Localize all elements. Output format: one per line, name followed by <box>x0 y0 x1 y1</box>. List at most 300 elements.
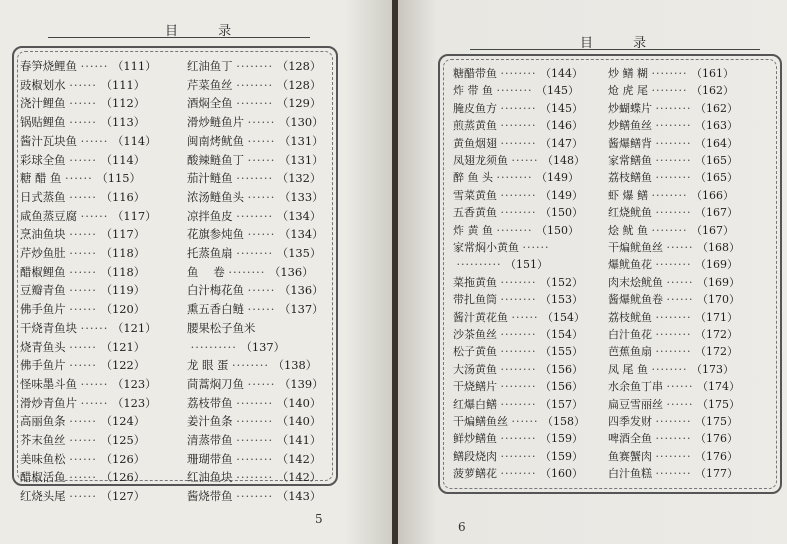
entry-leader-dots: ········ <box>655 449 692 463</box>
entry-page-number: （143） <box>276 489 322 504</box>
entry-title: 糖 醋 鱼 <box>20 171 62 186</box>
entry-title: 浇汁鲤鱼 <box>20 96 66 111</box>
entry-page-number: （135） <box>276 246 322 260</box>
entry-leader-dots: ········ <box>500 67 537 80</box>
entry-title: 鱼赛蟹肉 <box>608 449 652 463</box>
toc-entry <box>608 309 738 326</box>
entry-leader-dots: ······ <box>69 115 97 130</box>
toc-entry <box>187 207 321 226</box>
entry-page-number: （170） <box>696 293 740 307</box>
entry-title: 菠萝鳝花 <box>453 467 497 481</box>
toc-entry <box>608 65 734 82</box>
entry-title: 凤翅龙须鱼 <box>453 154 508 167</box>
entry-page-number: （150） <box>539 206 583 220</box>
entry-leader-dots: ······ <box>69 433 97 447</box>
entry-page-number: （166） <box>690 188 734 202</box>
entry-leader-dots: ······ <box>511 154 539 167</box>
entry-page-number: （118） <box>100 246 146 260</box>
entry-leader-dots: ······ <box>69 489 97 504</box>
entry-page-number: （134） <box>278 227 324 242</box>
toc-entry <box>187 94 321 113</box>
entry-leader-dots: ········ <box>236 414 274 429</box>
entry-page-number: （136） <box>278 283 324 298</box>
entry-title: 爆鱿鱼花 <box>608 258 652 272</box>
entry-title: 红烧头尾 <box>20 489 66 504</box>
toc-entry <box>453 378 583 395</box>
entry-leader-dots: ········ <box>236 489 274 504</box>
toc-entry <box>608 413 738 430</box>
entry-leader-dots: ······ <box>247 189 276 204</box>
entry-title: 咸鱼蒸豆腐 <box>20 208 77 223</box>
entry-leader-dots: ········ <box>500 293 537 307</box>
toc-entry <box>608 117 738 134</box>
toc-entry <box>187 375 323 394</box>
entry-page-number: （160） <box>539 467 583 481</box>
entry-page-number: （128） <box>276 59 322 73</box>
entry-title: 四季发财 <box>608 415 652 428</box>
toc-entry <box>453 326 583 343</box>
toc-entry <box>20 188 145 207</box>
entry-title: 怪味墨斗鱼 <box>20 376 77 391</box>
entry-title: 五香黄鱼 <box>453 206 497 220</box>
entry-title: 炒 鳝 糊 <box>608 67 648 80</box>
entry-page-number: （172） <box>694 328 738 341</box>
toc-entry <box>608 361 734 378</box>
entry-page-number: （129） <box>276 96 322 111</box>
entry-leader-dots: ······ <box>80 376 109 391</box>
entry-leader-dots: ········ <box>651 362 688 376</box>
entry-title: 鱼 卷 <box>187 264 225 279</box>
entry-page-number: （139） <box>278 376 324 391</box>
toc-entry <box>453 169 579 186</box>
entry-leader-dots: ······ <box>247 227 276 242</box>
entry-leader-dots: ········ <box>500 188 537 202</box>
toc-entry <box>453 413 585 430</box>
entry-page-number: （123） <box>111 395 157 410</box>
entry-page-number: （122） <box>100 358 146 373</box>
toc-entry <box>187 300 323 319</box>
toc-entry <box>187 225 323 244</box>
entry-title: 美味鱼松 <box>20 451 66 466</box>
entry-page-number: （142） <box>276 470 322 485</box>
entry-leader-dots: ········ <box>496 223 533 237</box>
entry-leader-dots: ········ <box>236 77 274 92</box>
entry-leader-dots: ········ <box>500 119 537 133</box>
entry-page-number: （140） <box>276 414 322 429</box>
entry-leader-dots: ········ <box>232 358 270 373</box>
header-rule <box>470 49 760 50</box>
entry-page-number: （158） <box>541 415 585 428</box>
toc-entry <box>453 396 583 413</box>
entry-title: 姜汁鱼条 <box>187 414 233 429</box>
toc-entry <box>187 412 321 431</box>
entry-title: 带扎鱼筒 <box>453 293 497 307</box>
toc-entry <box>453 204 583 221</box>
entry-title: 炒蝴蝶片 <box>608 101 652 115</box>
entry-leader-dots: ······ <box>69 246 97 260</box>
entry-title: 红油鱼块 <box>187 470 233 485</box>
entry-leader-dots: ········ <box>651 67 688 80</box>
entry-page-number: （165） <box>694 171 738 185</box>
entry-page-number: （154） <box>539 328 583 341</box>
entry-page-number: （164） <box>694 136 738 150</box>
entry-page-number: （131） <box>278 133 324 148</box>
toc-entry <box>187 132 323 151</box>
toc-entry <box>608 239 740 256</box>
entry-leader-dots: ······ <box>80 320 109 335</box>
entry-leader-dots: ········ <box>236 96 274 111</box>
entry-page-number: （137） <box>278 302 324 317</box>
toc-entry <box>453 239 549 256</box>
toc-entry <box>453 361 583 378</box>
page-number: 6 <box>458 520 466 534</box>
entry-leader-dots: ······ <box>69 77 97 92</box>
entry-title: 芭蕉鱼扇 <box>608 345 652 359</box>
entry-title: 酱烧带鱼 <box>187 489 233 504</box>
entry-leader-dots: ······ <box>69 470 97 485</box>
toc-entry <box>453 82 579 99</box>
entry-leader-dots: ······ <box>666 397 694 411</box>
entry-page-number: （157） <box>539 397 583 411</box>
toc-entry <box>20 244 145 263</box>
entry-title: 彩球全鱼 <box>20 152 66 167</box>
entry-page-number: （148） <box>541 154 585 167</box>
toc-entry <box>453 343 583 360</box>
toc-entry <box>608 187 734 204</box>
entry-leader-dots: ········ <box>500 362 537 376</box>
entry-title: 水余鱼丁串 <box>608 380 663 394</box>
entry-page-number: （134） <box>276 208 322 223</box>
toc-entry <box>187 113 323 132</box>
entry-title: 干煸鱿鱼丝 <box>608 241 663 254</box>
entry-title: 鲜炒鳝鱼 <box>453 432 497 446</box>
entry-page-number: （111） <box>111 59 157 73</box>
entry-page-number: （149） <box>535 171 579 185</box>
entry-page-number: （119） <box>100 283 146 298</box>
entry-page-number: （127） <box>100 489 146 504</box>
toc-entry <box>453 274 583 291</box>
entry-title: 红油鱼丁 <box>187 59 233 73</box>
toc-entry <box>20 225 145 244</box>
entry-page-number: （167） <box>694 206 738 220</box>
entry-title: 白汁鱼花 <box>608 328 652 341</box>
page-header: 目 录 <box>580 36 665 51</box>
toc-entry <box>453 430 583 447</box>
toc-entry <box>20 76 145 95</box>
entry-page-number: （172） <box>694 345 738 359</box>
entry-page-number: （121） <box>111 320 157 335</box>
entry-leader-dots: ······ <box>247 152 276 167</box>
entry-page-number: （155） <box>539 345 583 359</box>
toc-entry <box>453 135 583 152</box>
toc-entry <box>187 263 314 282</box>
toc-entry <box>608 222 734 239</box>
toc-entry <box>608 135 738 152</box>
entry-title: 茄汁鲢鱼 <box>187 171 233 186</box>
toc-entry <box>608 204 738 221</box>
entry-page-number: （132） <box>276 171 322 186</box>
toc-entry <box>187 169 321 188</box>
toc-entry <box>20 169 141 188</box>
entry-leader-dots: ······ <box>247 302 276 317</box>
entry-page-number: （116） <box>100 189 146 204</box>
entry-leader-dots: ········ <box>500 328 537 341</box>
left-page <box>0 0 392 544</box>
entry-leader-dots: ········ <box>655 119 692 133</box>
entry-leader-dots: ········ <box>500 449 537 463</box>
entry-page-number: （114） <box>111 133 157 148</box>
entry-title: 黄鱼烟翅 <box>453 136 497 150</box>
toc-entry <box>608 326 738 343</box>
entry-page-number: （123） <box>111 376 157 391</box>
entry-title: 酸辣鲢鱼丁 <box>187 152 244 167</box>
entry-title: 烩 鱿 鱼 <box>608 223 648 237</box>
entry-page-number: （156） <box>539 362 583 376</box>
entry-leader-dots: ········ <box>500 136 537 150</box>
entry-title: 龙 眼 蛋 <box>187 358 229 373</box>
toc-entry <box>453 465 583 482</box>
toc-entry <box>20 375 156 394</box>
entry-page-number: （125） <box>100 433 146 447</box>
entry-title: 闽南烤鱿鱼 <box>187 133 244 148</box>
entry-leader-dots: ······ <box>80 208 109 223</box>
toc-entry <box>187 76 321 95</box>
entry-page-number: （137） <box>240 339 285 354</box>
entry-title: 酱爆鳝背 <box>608 136 652 150</box>
toc-entry <box>187 338 285 357</box>
entry-leader-dots: ········ <box>500 432 537 446</box>
entry-leader-dots: ······ <box>80 59 109 73</box>
toc-entry <box>20 319 156 338</box>
entry-page-number: （114） <box>100 152 146 167</box>
toc-entry <box>453 100 583 117</box>
entry-title: 糖醋带鱼 <box>453 67 497 80</box>
entry-title: 干煸鳝鱼丝 <box>453 415 508 428</box>
entry-title: 高丽鱼条 <box>20 414 66 429</box>
toc-entry <box>187 394 321 413</box>
entry-title: 醋椒活鱼 <box>20 470 66 485</box>
entry-title: 茼蒿焖刀鱼 <box>187 376 244 391</box>
entry-leader-dots: ········ <box>655 101 692 115</box>
entry-title: 干烧鳝片 <box>453 380 497 394</box>
entry-title: 鳝段烧肉 <box>453 449 497 463</box>
entry-title: 酱汁黄花鱼 <box>453 310 508 324</box>
entry-page-number: （152） <box>539 275 583 289</box>
entry-leader-dots: ······ <box>80 395 109 410</box>
entry-page-number: （176） <box>694 432 738 446</box>
entry-leader-dots: ······ <box>69 302 97 317</box>
toc-entry <box>187 319 255 338</box>
toc-entry <box>20 263 145 282</box>
entry-page-number: （128） <box>276 77 322 92</box>
toc-entry <box>20 207 156 226</box>
entry-page-number: （163） <box>694 119 738 133</box>
toc-entry <box>20 338 145 357</box>
entry-page-number: （165） <box>694 154 738 167</box>
toc-entry <box>608 396 740 413</box>
entry-page-number: （112） <box>100 96 146 111</box>
entry-page-number: （156） <box>539 380 583 394</box>
entry-leader-dots: ········ <box>496 84 533 98</box>
entry-leader-dots: ········ <box>655 136 692 150</box>
entry-page-number: （145） <box>539 101 583 115</box>
entry-page-number: （113） <box>100 115 146 130</box>
entry-title: 凤 尾 鱼 <box>608 362 648 376</box>
entry-title: 白汁鱼糕 <box>608 467 652 481</box>
entry-leader-dots: ······ <box>666 293 694 307</box>
entry-leader-dots: ······ <box>511 415 539 428</box>
entry-title: 醋椒鲤鱼 <box>20 264 66 279</box>
entry-page-number: （145） <box>535 84 579 98</box>
entry-leader-dots: ·········· <box>456 258 502 272</box>
entry-leader-dots: ········ <box>655 171 692 185</box>
entry-page-number: （146） <box>539 119 583 133</box>
entry-title: 炸 带 鱼 <box>453 84 493 98</box>
entry-leader-dots: ······ <box>80 133 109 148</box>
entry-title: 豉椒划水 <box>20 77 66 92</box>
entry-leader-dots: ······ <box>69 358 97 373</box>
entry-title: 炝 虎 尾 <box>608 84 648 98</box>
toc-entry <box>453 65 583 82</box>
entry-title: 托蒸鱼扇 <box>187 246 233 260</box>
entry-title: 虾 爆 鳝 <box>608 188 648 202</box>
entry-title: 沙茶鱼丝 <box>453 328 497 341</box>
entry-page-number: （115） <box>96 171 141 186</box>
entry-leader-dots: ·········· <box>190 339 237 354</box>
entry-leader-dots: ········ <box>651 223 688 237</box>
entry-page-number: （167） <box>690 223 734 237</box>
entry-title: 豆瓣青鱼 <box>20 283 66 298</box>
toc-entry <box>187 450 321 469</box>
entry-leader-dots: ······ <box>69 414 97 429</box>
entry-leader-dots: ······ <box>666 275 694 289</box>
entry-page-number: （176） <box>694 449 738 463</box>
entry-leader-dots: ······ <box>69 283 97 298</box>
toc-entry <box>608 256 738 273</box>
entry-leader-dots: ········ <box>236 395 274 410</box>
entry-leader-dots: ······ <box>522 241 550 254</box>
toc-entry <box>608 169 738 186</box>
entry-leader-dots: ······ <box>69 264 97 279</box>
entry-leader-dots: ······ <box>65 171 93 186</box>
entry-page-number: （120） <box>100 302 146 317</box>
entry-leader-dots: ······ <box>247 133 276 148</box>
entry-title: 家常鳝鱼 <box>608 154 652 167</box>
entry-leader-dots: ········ <box>236 59 274 73</box>
entry-title: 红爆白鳝 <box>453 397 497 411</box>
entry-leader-dots: ······ <box>69 451 97 466</box>
toc-entry <box>20 487 145 506</box>
entry-leader-dots: ········ <box>651 84 688 98</box>
entry-leader-dots: ········ <box>655 345 692 359</box>
entry-title: 酱汁瓦块鱼 <box>20 133 77 148</box>
right-page <box>398 0 787 544</box>
entry-page-number: （174） <box>696 380 740 394</box>
entry-title: 扁豆雪丽丝 <box>608 397 663 411</box>
entry-leader-dots: ········ <box>236 451 274 466</box>
entry-leader-dots: ········ <box>500 345 537 359</box>
page-number: 5 <box>315 512 323 526</box>
toc-entry <box>453 291 583 308</box>
entry-leader-dots: ······ <box>666 241 694 254</box>
toc-entry <box>187 244 321 263</box>
entry-page-number: （150） <box>535 223 579 237</box>
entry-page-number: （142） <box>276 451 322 466</box>
entry-page-number: （159） <box>539 432 583 446</box>
entry-title: 雪菜黄鱼 <box>453 188 497 202</box>
entry-title: 滑炒青鱼片 <box>20 395 77 410</box>
entry-page-number: （175） <box>696 397 740 411</box>
toc-entry <box>608 430 738 447</box>
entry-leader-dots: ········ <box>500 206 537 220</box>
entry-page-number: （136） <box>269 264 314 279</box>
entry-title: 春笋烧鲤鱼 <box>20 59 77 73</box>
entry-title: 熏五香白鲢 <box>187 302 244 317</box>
entry-title: 花旗参炖鱼 <box>187 227 244 242</box>
toc-entry <box>20 431 145 450</box>
entry-leader-dots: ········ <box>236 171 274 186</box>
entry-title: 腰果松子鱼米 <box>187 320 256 335</box>
entry-leader-dots: ········ <box>655 154 692 167</box>
entry-page-number: （126） <box>100 470 146 485</box>
toc-entry <box>453 117 583 134</box>
toc-entry <box>20 151 145 170</box>
toc-entry <box>20 356 145 375</box>
toc-entry <box>608 82 734 99</box>
entry-page-number: （169） <box>694 258 738 272</box>
entry-title: 浓汤鲢鱼头 <box>187 189 244 204</box>
entry-page-number: （169） <box>696 275 740 289</box>
entry-page-number: （159） <box>539 449 583 463</box>
entry-page-number: （126） <box>100 451 146 466</box>
entry-leader-dots: ········ <box>500 275 537 289</box>
toc-entry <box>453 309 585 326</box>
entry-leader-dots: ········ <box>655 258 692 272</box>
entry-title: 大汤黄鱼 <box>453 362 497 376</box>
toc-entry <box>608 152 738 169</box>
entry-leader-dots: ········ <box>655 310 692 324</box>
toc-entry <box>187 188 323 207</box>
entry-title: 芹炒鱼肚 <box>20 246 66 260</box>
entry-leader-dots: ······ <box>69 189 97 204</box>
entry-page-number: （118） <box>100 264 146 279</box>
entry-title: 珊瑚带鱼 <box>187 451 233 466</box>
toc-entry <box>608 448 738 465</box>
entry-leader-dots: ······ <box>69 152 97 167</box>
entry-page-number: （130） <box>278 115 324 130</box>
entry-page-number: （173） <box>690 362 734 376</box>
entry-leader-dots: ········ <box>500 397 537 411</box>
toc-entry <box>20 281 145 300</box>
entry-title: 菜拖黄鱼 <box>453 275 497 289</box>
toc-entry <box>608 291 740 308</box>
entry-title: 酱爆鱿鱼卷 <box>608 293 663 307</box>
entry-leader-dots: ······ <box>69 96 97 111</box>
toc-entry <box>608 343 738 360</box>
entry-leader-dots: ········ <box>500 101 537 115</box>
toc-entry <box>187 468 321 487</box>
entry-title: 凉拌鱼皮 <box>187 208 233 223</box>
entry-title: 白汁梅花鱼 <box>187 283 244 298</box>
entry-title: 肉末烩鱿鱼 <box>608 275 663 289</box>
entry-title: 炸 黄 鱼 <box>453 223 493 237</box>
entry-leader-dots: ········ <box>500 467 537 481</box>
toc-entry <box>20 113 145 132</box>
entry-page-number: （147） <box>539 136 583 150</box>
entry-title: 干烧青鱼块 <box>20 320 77 335</box>
entry-page-number: （171） <box>694 310 738 324</box>
entry-title: 佛手鱼片 <box>20 302 66 317</box>
